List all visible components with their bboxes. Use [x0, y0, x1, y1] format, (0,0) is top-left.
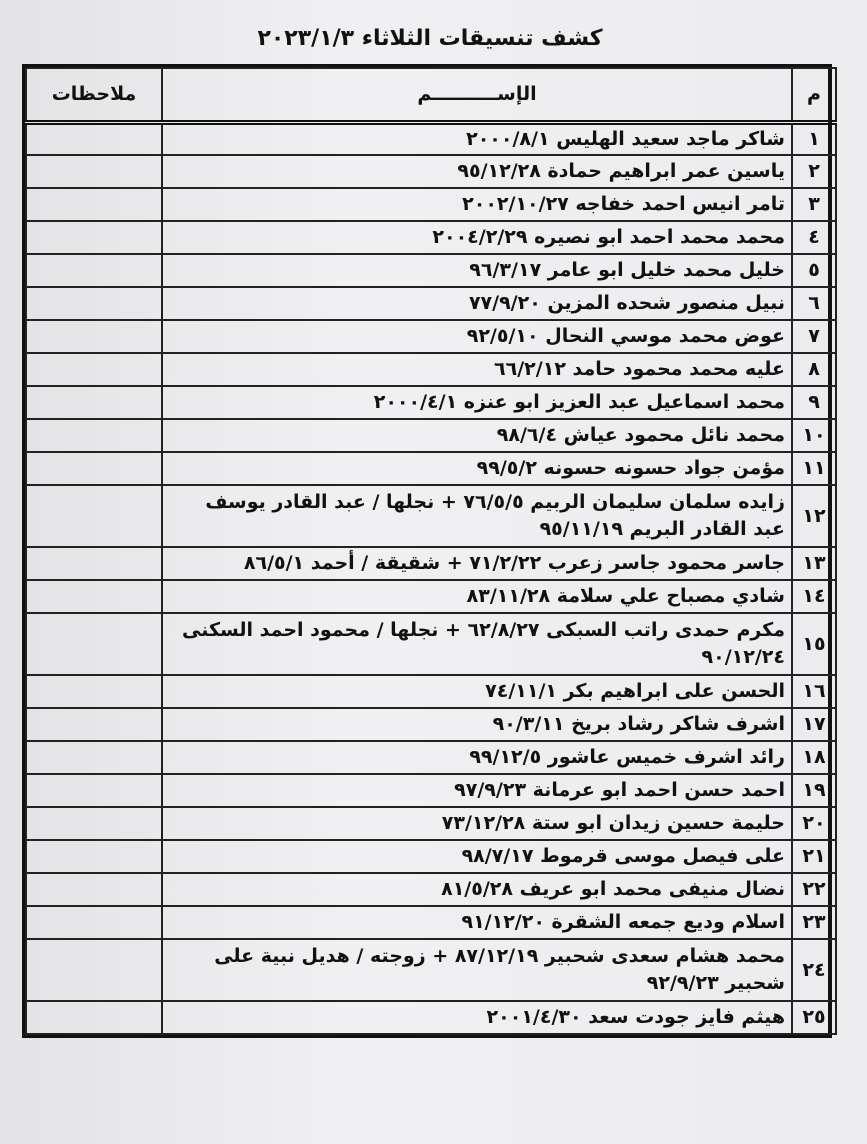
row-number: ١٩ [792, 774, 836, 807]
row-notes [26, 613, 162, 675]
row-notes [26, 580, 162, 613]
row-name: خليل محمد خليل ابو عامر ٩٦/٣/١٧ [162, 254, 792, 287]
row-notes [26, 939, 162, 1001]
table-header-row [26, 68, 836, 122]
table-row [26, 906, 836, 939]
table-row [26, 452, 836, 485]
row-name: نضال منيفى محمد ابو عريف ٨١/٥/٢٨ [162, 873, 792, 906]
row-notes [26, 807, 162, 840]
row-name: محمد محمد احمد ابو نصيره ٢٠٠٤/٢/٢٩ [162, 221, 792, 254]
row-number: ٢٣ [792, 906, 836, 939]
table-row [26, 613, 836, 675]
row-number: ١٦ [792, 675, 836, 708]
row-number: ٨ [792, 353, 836, 386]
row-notes [26, 386, 162, 419]
row-notes [26, 353, 162, 386]
row-name: نبيل منصور شحده المزين ٧٧/٩/٢٠ [162, 287, 792, 320]
row-notes [26, 774, 162, 807]
row-notes [26, 452, 162, 485]
table-row [26, 840, 836, 873]
row-notes [26, 906, 162, 939]
row-number: ١٥ [792, 613, 836, 675]
row-notes [26, 221, 162, 254]
table-row [26, 580, 836, 613]
row-number: ٢٥ [792, 1001, 836, 1034]
row-notes [26, 287, 162, 320]
table-row [26, 419, 836, 452]
row-notes [26, 840, 162, 873]
row-name: زايده سلمان سليمان الربيم ٧٦/٥/٥ + نجلها / عبد القادر يوسف عبد القادر البريم ٩٥/١١/١٩ [162, 485, 792, 547]
row-name: الحسن على ابراهيم بكر ٧٤/١١/١ [162, 675, 792, 708]
row-notes [26, 155, 162, 188]
table-row [26, 353, 836, 386]
row-name: رائد اشرف خميس عاشور ٩٩/١٢/٥ [162, 741, 792, 774]
row-notes [26, 708, 162, 741]
table-row [26, 1001, 836, 1034]
row-name: جاسر محمود جاسر زعرب ٧١/٢/٢٢ + شقيقة / أحمد ٨٦/٥/١ [162, 547, 792, 580]
document-title: كشف تنسيقات الثلاثاء ٢٠٢٣/١/٣ [257, 26, 603, 51]
row-name: محمد نائل محمود عياش ٩٨/٦/٤ [162, 419, 792, 452]
row-name: مكرم حمدى راتب السبكى ٦٢/٨/٢٧ + نجلها / محمود احمد السكنى ٩٠/١٢/٢٤ [162, 613, 792, 675]
row-name: اشرف شاكر رشاد بريخ ٩٠/٣/١١ [162, 708, 792, 741]
row-number: ١٤ [792, 580, 836, 613]
row-number: ٤ [792, 221, 836, 254]
row-number: ٣ [792, 188, 836, 221]
row-notes [26, 547, 162, 580]
table-row [26, 221, 836, 254]
table-row [26, 939, 836, 1001]
row-notes [26, 188, 162, 221]
row-name: احمد حسن احمد ابو عرمانة ٩٧/٩/٢٣ [162, 774, 792, 807]
table-row [26, 320, 836, 353]
row-number: ١٠ [792, 419, 836, 452]
roster-table-frame [22, 64, 832, 1038]
row-number: ٩ [792, 386, 836, 419]
row-notes [26, 254, 162, 287]
row-number: ٢٢ [792, 873, 836, 906]
row-name: شاكر ماجد سعيد الهليس ٢٠٠٠/٨/١ [162, 122, 792, 155]
row-name: حليمة حسين زيدان ابو ستة ٧٣/١٢/٢٨ [162, 807, 792, 840]
table-row [26, 485, 836, 547]
table-row [26, 287, 836, 320]
table-body [26, 122, 836, 1034]
row-name: على فيصل موسى قرموط ٩٨/٧/١٧ [162, 840, 792, 873]
row-number: ٢ [792, 155, 836, 188]
row-notes [26, 1001, 162, 1034]
header-notes: ملاحظات [26, 68, 162, 122]
row-number: ٢٤ [792, 939, 836, 1001]
row-name: اسلام وديع جمعه الشقرة ٩١/١٢/٢٠ [162, 906, 792, 939]
header-name: الإســــــــــم [162, 68, 792, 122]
row-number: ١٨ [792, 741, 836, 774]
table-row [26, 774, 836, 807]
row-name: محمد هشام سعدى شحبير ٨٧/١٢/١٩ + زوجته / هديل نبية على شحبير ٩٢/٩/٢٣ [162, 939, 792, 1001]
table-row [26, 675, 836, 708]
row-notes [26, 485, 162, 547]
table-row [26, 188, 836, 221]
table-row [26, 807, 836, 840]
table-row [26, 254, 836, 287]
row-number: ١٧ [792, 708, 836, 741]
row-number: ٢١ [792, 840, 836, 873]
row-notes [26, 419, 162, 452]
table-row [26, 741, 836, 774]
table-row [26, 708, 836, 741]
row-name: شادي مصباح علي سلامة ٨٣/١١/٢٨ [162, 580, 792, 613]
row-number: ١٢ [792, 485, 836, 547]
row-number: ٢٠ [792, 807, 836, 840]
table-row [26, 873, 836, 906]
row-number: ١١ [792, 452, 836, 485]
header-number: م [792, 68, 836, 122]
row-number: ١ [792, 122, 836, 155]
table-row [26, 155, 836, 188]
row-notes [26, 873, 162, 906]
table-row [26, 386, 836, 419]
table-row [26, 547, 836, 580]
row-number: ٥ [792, 254, 836, 287]
row-number: ٦ [792, 287, 836, 320]
row-name: مؤمن جواد حسونه حسونه ٩٩/٥/٢ [162, 452, 792, 485]
row-number: ١٣ [792, 547, 836, 580]
row-name: تامر انيس احمد خفاجه ٢٠٠٢/١٠/٢٧ [162, 188, 792, 221]
row-notes [26, 675, 162, 708]
roster-table [25, 67, 837, 1035]
row-name: هيثم فايز جودت سعد ٢٠٠١/٤/٣٠ [162, 1001, 792, 1034]
row-name: ياسين عمر ابراهيم حمادة ٩٥/١٢/٢٨ [162, 155, 792, 188]
row-name: عوض محمد موسي النحال ٩٢/٥/١٠ [162, 320, 792, 353]
row-notes [26, 122, 162, 155]
row-notes [26, 741, 162, 774]
row-notes [26, 320, 162, 353]
row-name: عليه محمد محمود حامد ٦٦/٢/١٢ [162, 353, 792, 386]
row-number: ٧ [792, 320, 836, 353]
table-row [26, 122, 836, 155]
row-name: محمد اسماعيل عبد العزيز ابو عنزه ٢٠٠٠/٤/١ [162, 386, 792, 419]
